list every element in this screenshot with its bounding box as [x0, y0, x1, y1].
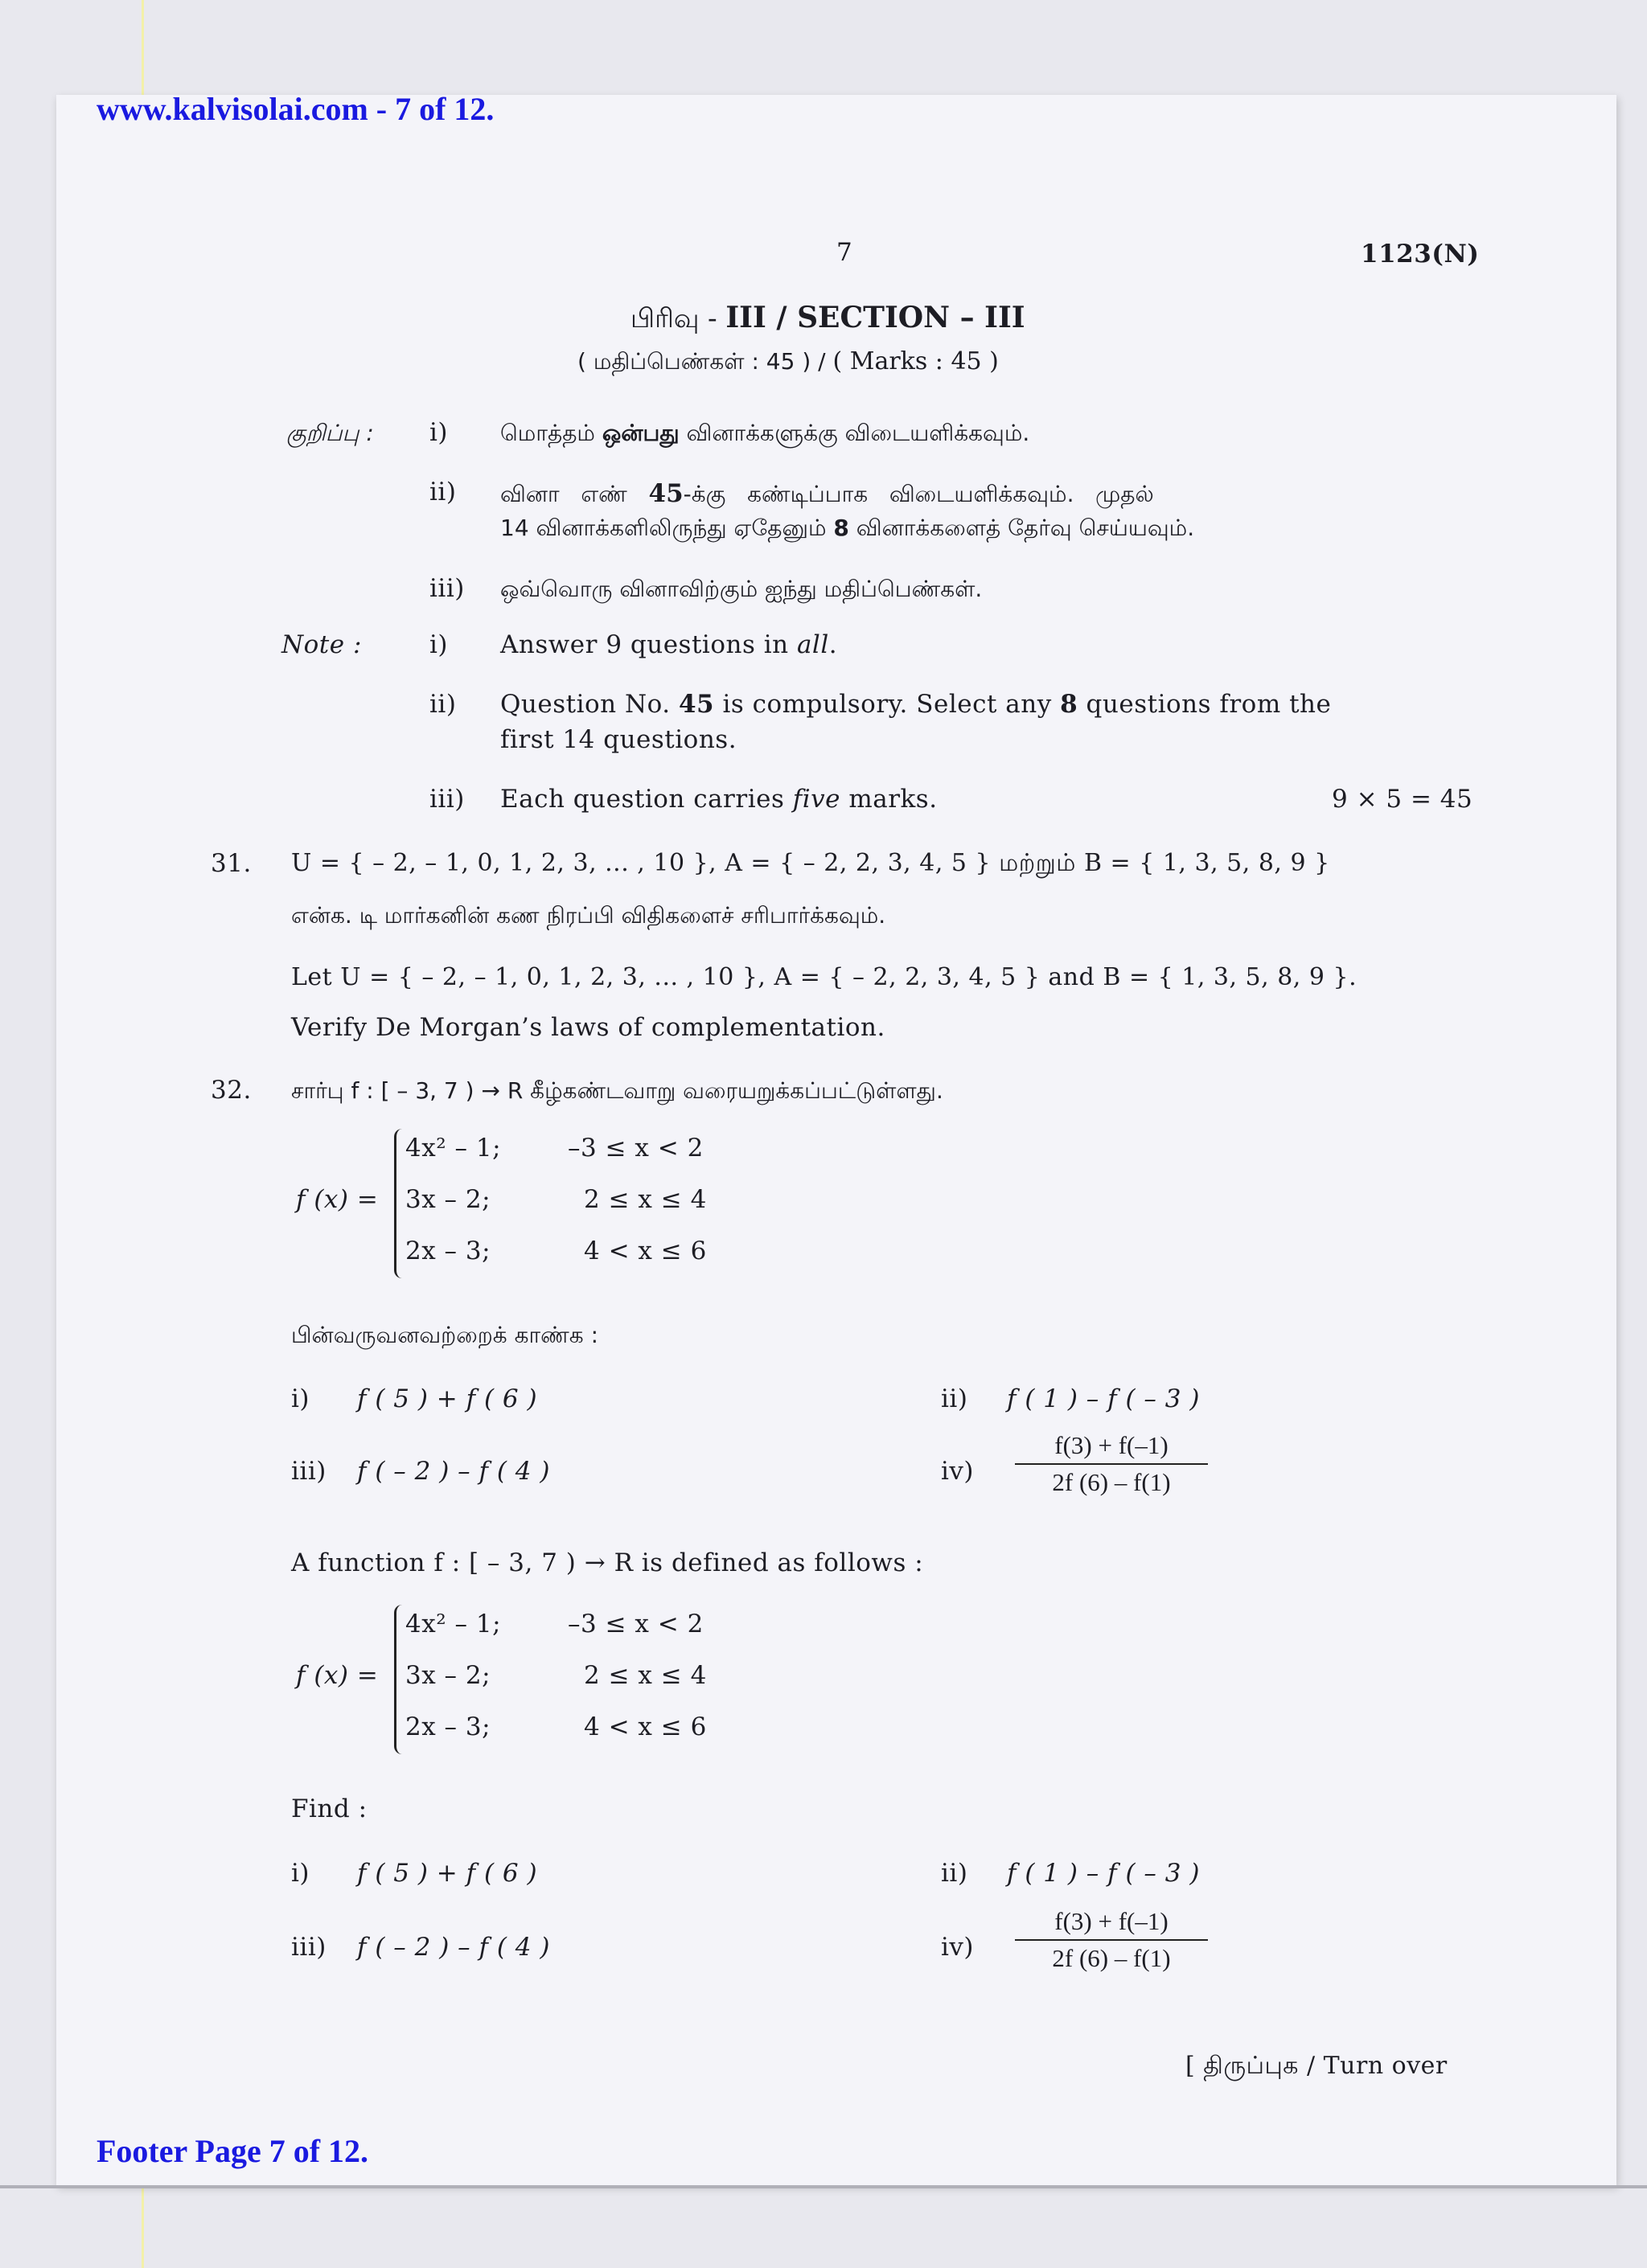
question-number: 31.	[211, 849, 252, 878]
note-item	[500, 690, 1331, 719]
text: 14 வினாக்களிலிருந்து ஏதேனும்	[500, 515, 834, 541]
tamil-note-num: ii)	[429, 478, 457, 507]
case-cond: 4 < x ≤ 6	[584, 1237, 707, 1265]
case-expr: 2x – 3;	[405, 1237, 491, 1265]
text: Question No.	[500, 690, 679, 719]
q32-tamil-intro: சார்பு f : [ – 3, 7 ) → R கீழ்கண்டவாறு வரையறுக்கப்பட்டுள்ளது.	[291, 1077, 943, 1104]
q31-en-line2: Verify De Morgan’s laws of complementation.	[291, 1013, 885, 1042]
case-expr: 2x – 3;	[405, 1712, 491, 1741]
tamil-note-num: i)	[429, 418, 449, 447]
part-num: iv)	[941, 1457, 975, 1486]
part-num: ii)	[941, 1859, 968, 1888]
part-fraction	[1015, 1907, 1208, 1973]
part-expr: f ( 1 ) – f ( – 3 )	[1007, 1384, 1200, 1413]
text: .	[828, 630, 838, 659]
fraction-numerator: f(3) + f(–1)	[1054, 1907, 1169, 1935]
text: வினா எண்	[500, 481, 649, 507]
text: Answer 9 questions in	[500, 630, 797, 659]
text-bold: 45	[648, 479, 684, 508]
case-cond: –3 ≤ x < 2	[568, 1134, 704, 1163]
page-bottom-edge	[0, 2185, 1647, 2188]
text: -க்கு கண்டிப்பாக விடையளிக்கவும். முதல்	[683, 481, 1154, 507]
part-expr: f ( 5 ) + f ( 6 )	[357, 1859, 538, 1888]
note-item-cont: first 14 questions.	[500, 725, 737, 754]
tamil-note-item	[500, 479, 1481, 511]
part-expr: f ( – 2 ) – f ( 4 )	[357, 1457, 550, 1486]
tamil-note-item: ஒவ்வொரு வினாவிற்கும் ஐந்து மதிப்பெண்கள்.	[500, 576, 983, 602]
section-marks-en: ( Marks : 45 )	[832, 347, 999, 375]
part-expr: f ( 1 ) – f ( – 3 )	[1007, 1859, 1200, 1888]
part-num: iii)	[291, 1457, 327, 1486]
q32-tamil-find: பின்வருவனவற்றைக் காண்க :	[291, 1322, 599, 1348]
part-expr: f ( – 2 ) – f ( 4 )	[357, 1933, 550, 1962]
section-title	[630, 301, 1025, 338]
text-italic: five	[792, 785, 840, 814]
footer: Footer Page 7 of 12.	[97, 2133, 369, 2169]
section-marks	[577, 347, 999, 378]
paper-code: 1123(N)	[1361, 240, 1480, 269]
q31-tamil-line2: என்க. டி மார்கனின் கண நிரப்பி விதிகளைச் சரிபார்க்கவும்.	[291, 902, 886, 929]
page-number: 7	[836, 238, 853, 267]
piecewise-fx: f (x) =	[296, 1661, 379, 1690]
part-num: i)	[291, 1384, 310, 1413]
marks-total: 9 × 5 = 45	[1332, 785, 1473, 814]
case-cond: 4 < x ≤ 6	[584, 1712, 707, 1741]
question-number: 32.	[211, 1076, 252, 1105]
case-cond: 2 ≤ x ≤ 4	[584, 1185, 707, 1214]
text: is compulsory. Select any	[714, 690, 1061, 719]
part-num: i)	[291, 1859, 310, 1888]
fraction-numerator: f(3) + f(–1)	[1054, 1431, 1169, 1459]
piecewise-fx: f (x) =	[296, 1185, 379, 1214]
text-italic: all	[796, 630, 829, 659]
q31-en-line1: Let U = { – 2, – 1, 0, 1, 2, 3, ... , 10 }, A = { – 2, 2, 3, 4, 5 } and B = { 1, 3, 5, 8, 9 }.	[291, 963, 1357, 991]
text: marks.	[840, 785, 938, 814]
text-bold: 8	[1060, 690, 1078, 719]
text-bold: ஒன்பது	[602, 420, 680, 446]
fraction-bar	[1015, 1463, 1208, 1465]
fraction-bar	[1015, 1939, 1208, 1941]
q32-en-intro: A function f : [ – 3, 7 ) → R is defined as follows :	[291, 1548, 924, 1577]
q31-tamil-line1: U = { – 2, – 1, 0, 1, 2, 3, ... , 10 }, A = { – 2, 2, 3, 4, 5 } மற்றும் B = { 1, 3, 5, 8, 9 }	[291, 849, 1330, 877]
text: வினாக்களைத் தேர்வு செய்யவும்.	[848, 515, 1195, 541]
fraction-denominator: 2f (6) – f(1)	[1052, 1468, 1171, 1496]
tamil-note-num: iii)	[429, 574, 465, 603]
fraction-denominator: 2f (6) – f(1)	[1052, 1944, 1171, 1972]
note-item	[500, 785, 938, 814]
text-bold: 45	[678, 690, 715, 719]
note-item	[500, 630, 837, 659]
part-expr: f ( 5 ) + f ( 6 )	[357, 1384, 538, 1413]
case-expr: 4x² – 1;	[405, 1134, 502, 1163]
q32-en-find: Find :	[291, 1794, 368, 1823]
section-marks-tamil: ( மதிப்பெண்கள் : 45 ) /	[577, 348, 833, 375]
text-bold: 8	[833, 515, 849, 541]
note-label: Note :	[281, 630, 362, 659]
case-expr: 3x – 2;	[405, 1661, 491, 1690]
text: Each question carries	[500, 785, 793, 814]
turn-over: [ திருப்புக / Turn over	[1185, 2052, 1448, 2080]
text: மொத்தம்	[500, 420, 602, 446]
tamil-note-label: குறிப்பு :	[286, 420, 374, 446]
case-cond: 2 ≤ x ≤ 4	[584, 1661, 707, 1690]
part-fraction	[1015, 1431, 1208, 1497]
tamil-note-item-cont	[500, 515, 1194, 544]
part-num: iii)	[291, 1933, 327, 1962]
tamil-note-item	[500, 420, 1029, 449]
text: வினாக்களுக்கு விடையளிக்கவும்.	[679, 420, 1030, 446]
exam-page	[56, 95, 1616, 2185]
case-expr: 3x – 2;	[405, 1185, 491, 1214]
website-header[interactable]: www.kalvisolai.com - 7 of 12.	[97, 91, 495, 127]
case-expr: 4x² – 1;	[405, 1610, 502, 1638]
text: questions from the	[1078, 690, 1332, 719]
part-num: iv)	[941, 1933, 975, 1962]
part-num: ii)	[941, 1384, 968, 1413]
case-cond: –3 ≤ x < 2	[568, 1610, 704, 1638]
note-num: iii)	[429, 785, 465, 814]
section-title-tamil: பிரிவு -	[630, 302, 726, 334]
note-num: i)	[429, 630, 449, 659]
section-title-en: III / SECTION – III	[725, 301, 1025, 334]
note-num: ii)	[429, 690, 457, 719]
